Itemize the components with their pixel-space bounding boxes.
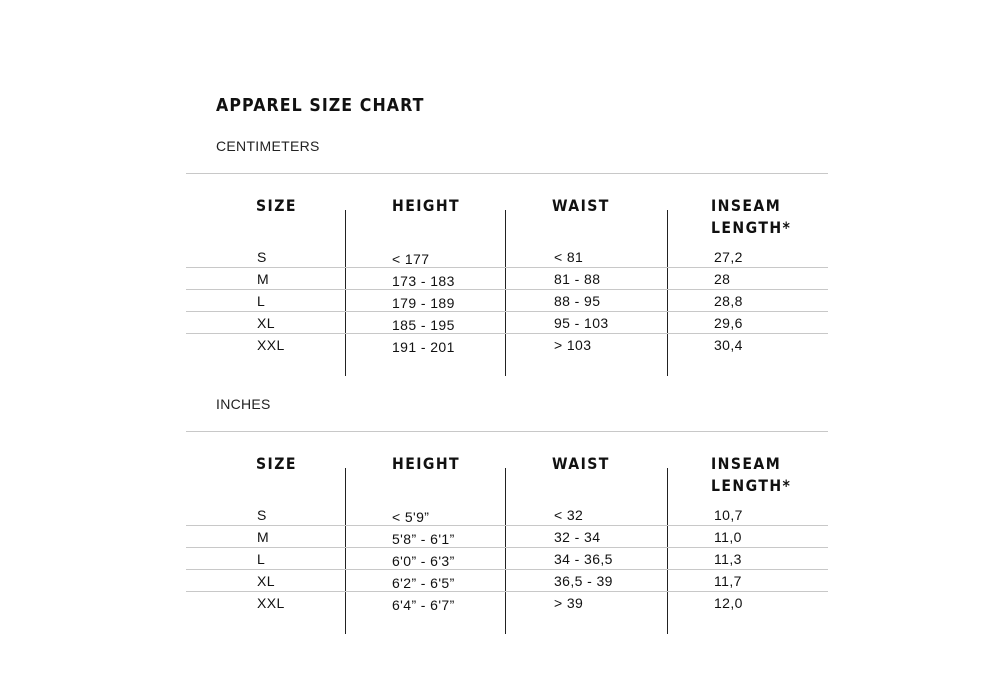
cell-inseam: 10,7 [714,507,743,523]
cell-height: 6'4” - 6'7” [392,597,455,613]
cell-inseam: 11,7 [714,573,742,589]
header-size: SIZE [256,196,297,215]
table-row [186,246,828,268]
cell-waist: > 103 [554,337,592,353]
cell-inseam: 12,0 [714,595,743,611]
page-title: APPAREL SIZE CHART [216,95,425,116]
header-inseam [711,195,791,239]
cell-inseam: 30,4 [714,337,743,353]
table-row [186,504,828,526]
cell-size: L [257,293,266,309]
cell-waist: 36,5 - 39 [554,573,613,589]
size-table-inches [186,453,828,653]
cell-height: < 177 [392,251,430,267]
table-row [186,570,828,592]
cell-height: 185 - 195 [392,317,455,333]
cell-size: XL [257,315,275,331]
cell-size: XXL [257,337,285,353]
cell-height: < 5'9” [392,509,430,525]
cell-size: S [257,507,267,523]
cell-size: XXL [257,595,285,611]
header-height: HEIGHT [392,454,461,473]
cell-inseam: 11,0 [714,529,742,545]
table-row [186,290,828,312]
cell-size: L [257,551,266,567]
table-row [186,312,828,334]
cell-waist: > 39 [554,595,584,611]
cell-size: XL [257,573,275,589]
cell-height: 6'2” - 6'5” [392,575,455,591]
header-waist: WAIST [552,196,610,215]
header-height: HEIGHT [392,196,461,215]
header-waist: WAIST [552,454,610,473]
cell-waist: < 32 [554,507,584,523]
header-inseam [711,453,791,497]
cell-inseam: 27,2 [714,249,743,265]
cell-size: M [257,529,270,545]
table-row [186,268,828,290]
cell-waist: 81 - 88 [554,271,601,287]
section-label-inches: INCHES [216,396,271,412]
cell-inseam: 28 [714,271,731,287]
size-table-centimeters [186,195,828,395]
cell-waist: 88 - 95 [554,293,601,309]
header-size: SIZE [256,454,297,473]
header-inseam-line2: LENGTH* [711,476,792,495]
cell-waist: 32 - 34 [554,529,601,545]
cell-height: 191 - 201 [392,339,455,355]
header-inseam-line1: INSEAM [711,454,782,473]
cell-waist: < 81 [554,249,584,265]
cell-waist: 95 - 103 [554,315,609,331]
cell-size: M [257,271,270,287]
cell-height: 5'8” - 6'1” [392,531,455,547]
table-divider [186,173,828,174]
cell-height: 6'0” - 6'3” [392,553,455,569]
cell-inseam: 11,3 [714,551,742,567]
header-inseam-line1: INSEAM [711,196,782,215]
table-row [186,334,828,356]
header-inseam-line2: LENGTH* [711,218,792,237]
cell-inseam: 28,8 [714,293,743,309]
cell-inseam: 29,6 [714,315,743,331]
cell-waist: 34 - 36,5 [554,551,613,567]
table-row [186,526,828,548]
cell-height: 173 - 183 [392,273,455,289]
table-row [186,592,828,614]
table-divider [186,431,828,432]
section-label-centimeters: CENTIMETERS [216,138,320,154]
cell-size: S [257,249,267,265]
cell-height: 179 - 189 [392,295,455,311]
table-row [186,548,828,570]
